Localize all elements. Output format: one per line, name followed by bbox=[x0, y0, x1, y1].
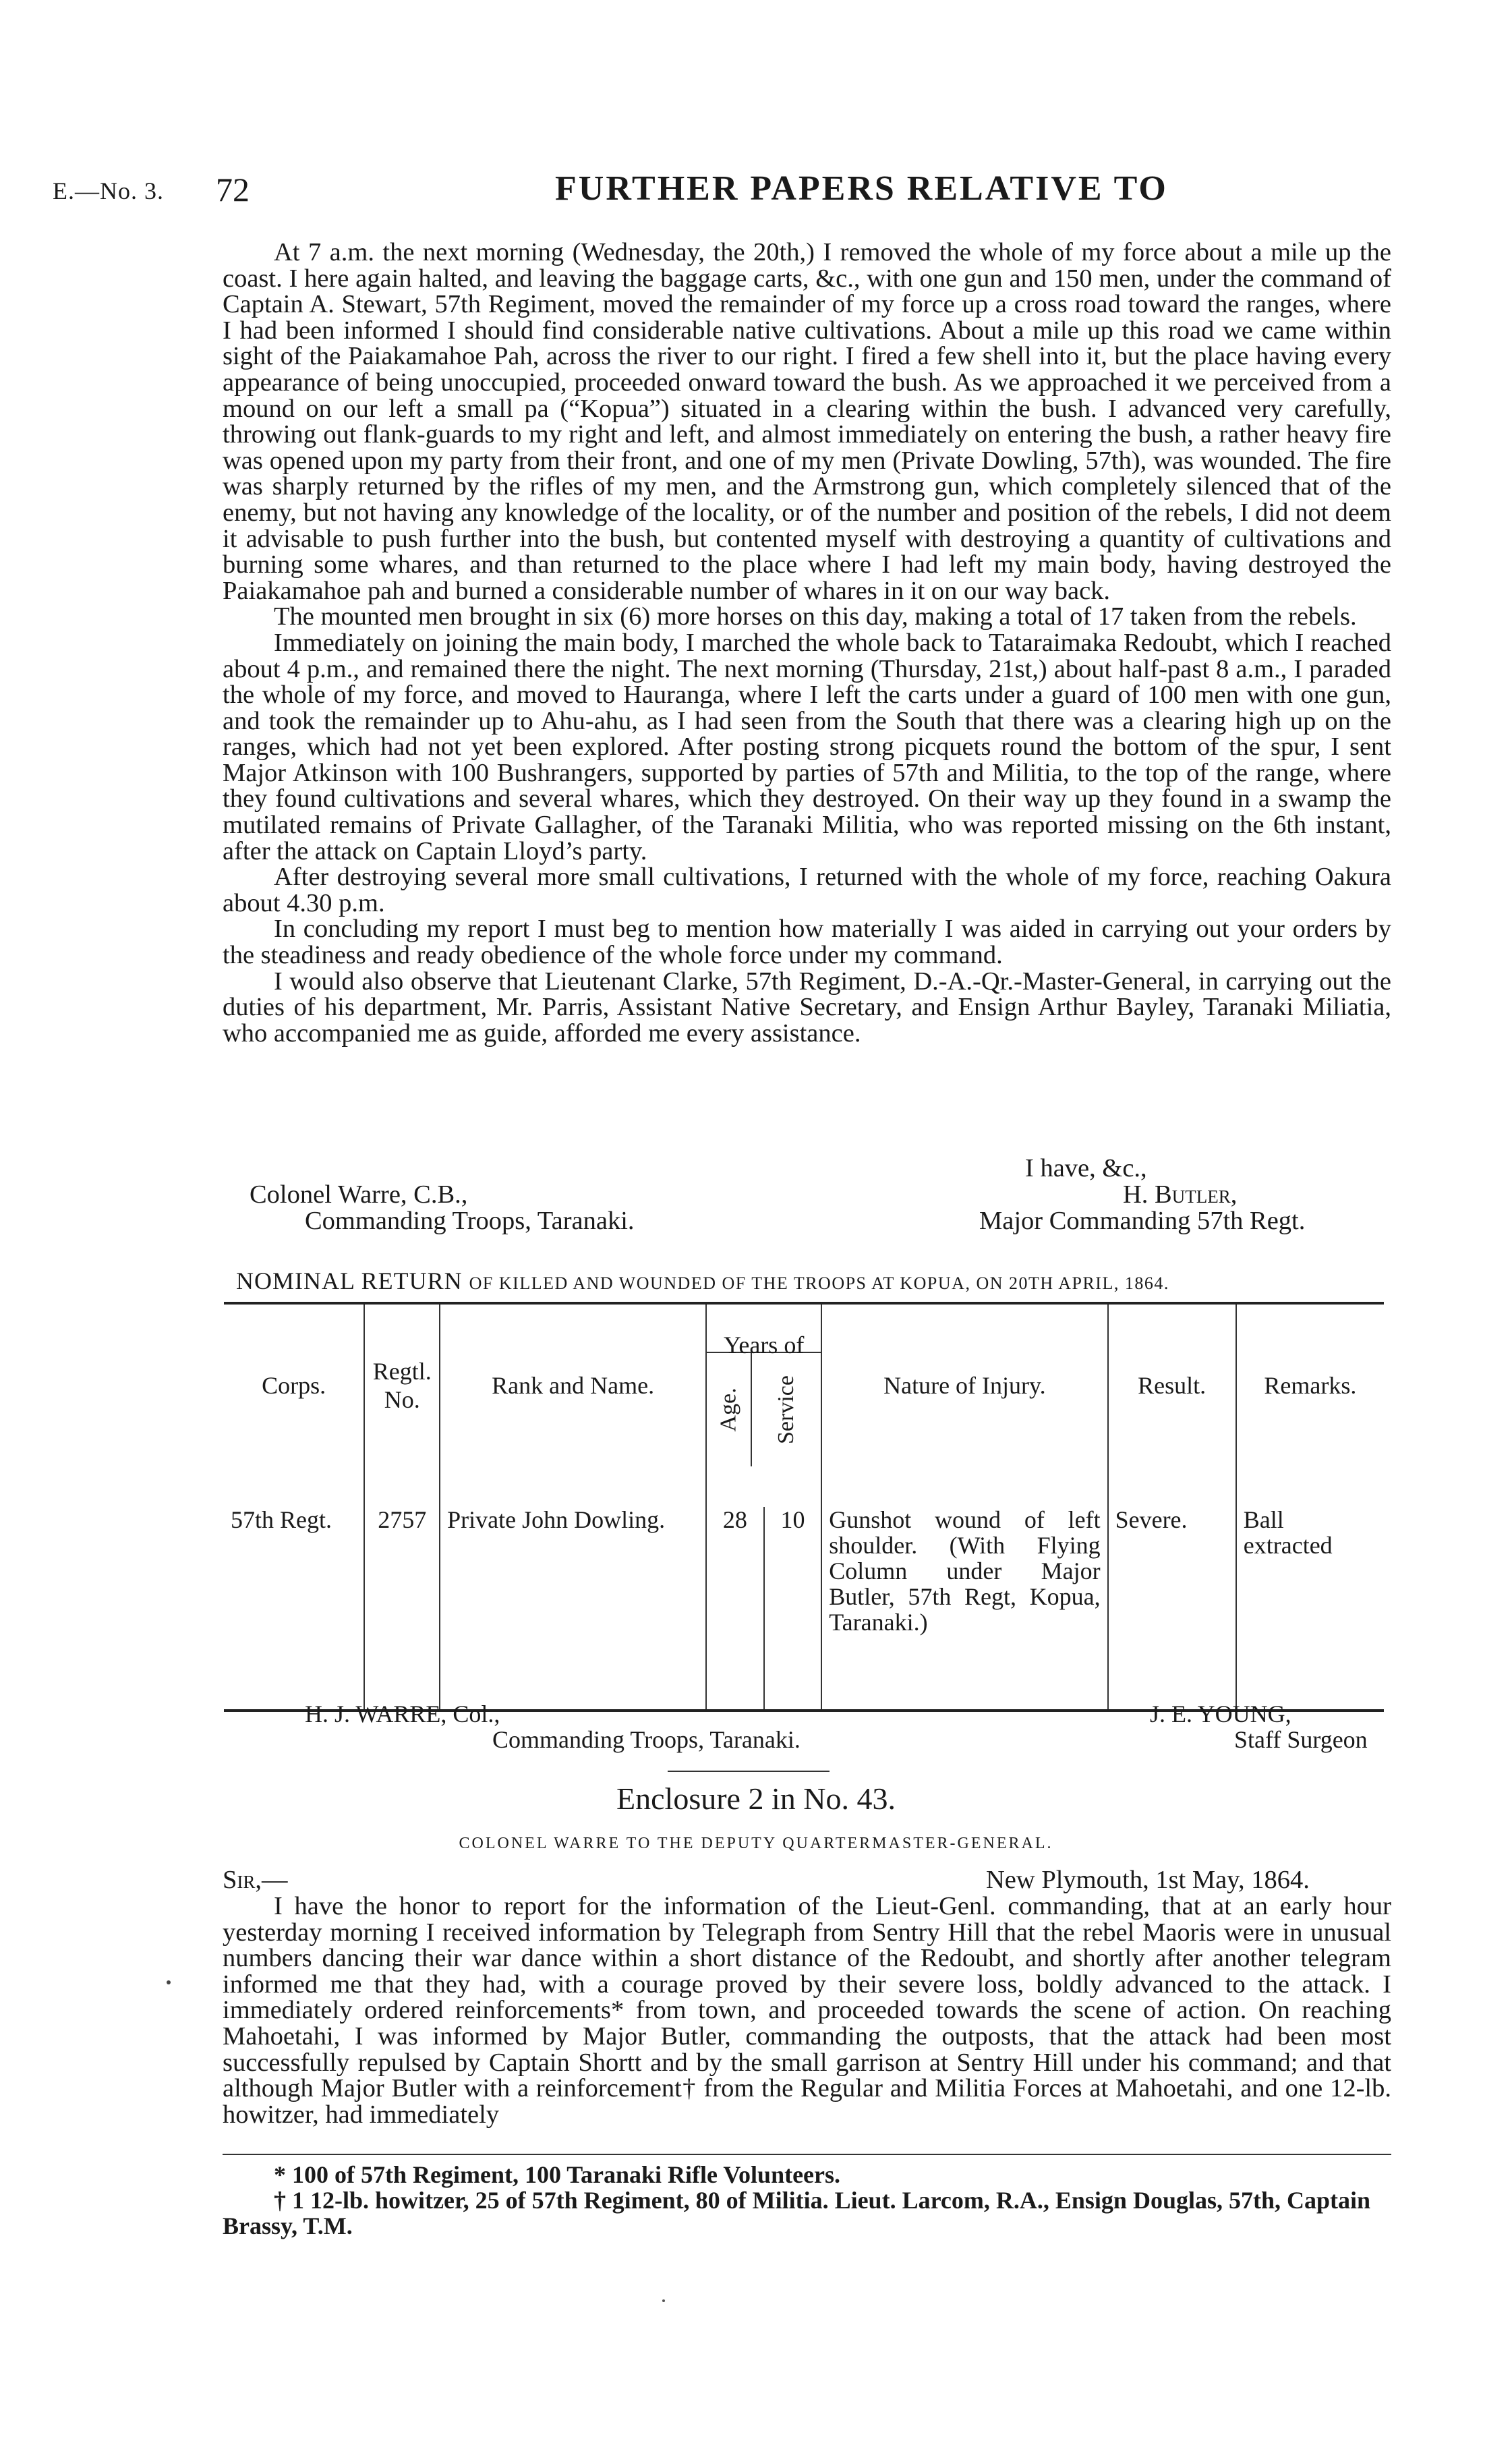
footnote: * 100 of 57th Regiment, 100 Taranaki Rifle Volunteers. bbox=[274, 2161, 841, 2188]
footnote: † 1 12-lb. howitzer, 25 of 57th Regiment, 80 of Militia. Lieut. Larcom, R.A., Ensign Douglas, 57th, Captain Brassy, T.M. bbox=[223, 2187, 1371, 2239]
paragraph: At 7 a.m. the next morning (Wednesday, the 20th,) I removed the whole of my force about a mile up the coast. I here again halted, and leaving the baggage carts, &c., with one gun and 150 men, under the command of Captain A. Stewart, 57th Regiment, moved the remainder of my force up a cross road toward the ranges, where I had been informed I should find considerable native cultivations. About a mile up this road we came within sight of the Paiakamahoe Pah, across the river to our right. I fired a few shell into it, but the place having every appearance of being unoccupied, proceeded onward toward the bush. As we approached it we perceived from a mound on our left a small pa (“Kopua”) situated in a clearing within the bush. I advanced very carefully, throwing out flank-guards to my right and left, and almost immediately on entering the bush, a rather heavy fire was opened upon my party from their front, and one of my men (Private Dowling, 57th), was wounded. The fire was sharply returned by the rifles of my men, and the Armstrong gun, which completely silenced that of the enemy, but not having any knowledge of the locality, or of the number and position of the rebels, I did not deem it advisable to push further into the bush, but contented myself with destroying a quantity of cultivations and burning some whares, and than returned to the place where I had left my main body, having destroyed the Paiakamahoe pah and burned a considerable number of whares in it on our way back. bbox=[223, 238, 1391, 605]
cell-service: 10 bbox=[780, 1506, 805, 1533]
section-divider bbox=[668, 1771, 830, 1772]
warre-signature: H. J. WARRE, Col., bbox=[305, 1700, 500, 1727]
cell-corps: 57th Regt. bbox=[224, 1466, 364, 1711]
paragraph: In concluding my report I must beg to mention how materially I was aided in carrying out your orders by the steadiness and ready obedience of the whole force under my command. bbox=[223, 915, 1391, 970]
page-number: 72 bbox=[216, 171, 250, 208]
letter-body bbox=[223, 239, 1391, 1046]
years-of-label: Years of bbox=[707, 1305, 821, 1353]
signer-name: H. Butler, bbox=[1123, 1180, 1238, 1209]
paragraph: I have the honor to report for the information of the Lieut-Genl. commanding, that at an early hour yesterday morning I received information by Telegraph from Sentry Hill that the rebel Maoris were in unusual numbers dancing their war dance within a short distance of the Redoubt, and shortly after another telegram informed me that they had, with a courage proved by their severe loss, boldly advanced to the attack. I immediately ordered reinforcements* from town, and proceeded towards the scene of action. On reaching Mahoetahi, I was informed by Major Butler, commanding the outposts, that the attack had been most successfully repulsed by Captain Shortt and by the small garrison at Sentry Hill under his command; and that although Major Butler with a reinforcement† from the Regular and Militia Forces at Mahoetahi, and one 12-lb. howitzer, had immediately bbox=[223, 1892, 1391, 2129]
enclosure-heading: Enclosure 2 in No. 43. bbox=[616, 1781, 896, 1816]
paper-reference: E.—No. 3. bbox=[53, 177, 164, 204]
addressee-name: Colonel Warre, C.B., bbox=[250, 1180, 468, 1209]
col-rank-name: Rank and Name. bbox=[440, 1303, 706, 1466]
enclosure-body bbox=[223, 1893, 1391, 2127]
col-result: Result. bbox=[1108, 1303, 1236, 1466]
nominal-return-table bbox=[224, 1302, 1384, 1712]
cell-rank-name: Private John Dowling. bbox=[440, 1466, 706, 1711]
warre-title: Commanding Troops, Taranaki. bbox=[492, 1726, 801, 1753]
col-years-of bbox=[706, 1303, 821, 1466]
cell-years bbox=[706, 1466, 821, 1711]
paragraph: The mounted men brought in six (6) more horses on this day, making a total of 17 taken from the rebels. bbox=[274, 602, 1357, 631]
footnote-rule bbox=[223, 2154, 1391, 2155]
page-header bbox=[53, 167, 1401, 214]
table-title-rest: OF KILLED AND WOUNDED OF THE TROOPS AT KOPUA, ON 20TH APRIL, 1864. bbox=[469, 1273, 1169, 1293]
table-title bbox=[236, 1267, 1383, 1295]
cell-age: 28 bbox=[707, 1507, 765, 1709]
page-speck bbox=[662, 2299, 665, 2302]
closing: I have, &c., bbox=[1025, 1154, 1147, 1182]
running-title: FURTHER PAPERS RELATIVE TO bbox=[555, 169, 1168, 208]
col-remarks: Remarks. bbox=[1236, 1303, 1384, 1466]
salutation: Sir,— bbox=[223, 1866, 288, 1894]
cell-result: Severe. bbox=[1108, 1466, 1236, 1711]
col-regtl-no: Regtl. No. bbox=[364, 1303, 440, 1466]
young-title: Staff Surgeon bbox=[1234, 1726, 1368, 1753]
footnotes bbox=[223, 2162, 1391, 2239]
margin-mark bbox=[167, 1980, 171, 1984]
col-service: Service bbox=[774, 1375, 799, 1444]
col-corps: Corps. bbox=[224, 1303, 364, 1466]
young-signature: J. E. YOUNG, bbox=[1150, 1700, 1291, 1727]
col-age: Age. bbox=[716, 1387, 741, 1432]
paragraph: I would also observe that Lieutenant Clarke, 57th Regiment, D.-A.-Qr.-Master-General, in carrying out the duties of his department, Mr. Parris, Assistant Native Secretary, and Ensign Arthur Bayley, Taranaki Miliatia, who accompanied me as guide, afforded me every assistance. bbox=[223, 967, 1391, 1048]
table-title-main: NOMINAL RETURN bbox=[236, 1267, 463, 1294]
addressee-title: Commanding Troops, Taranaki. bbox=[305, 1207, 635, 1235]
cell-regtl-no: 2757 bbox=[364, 1466, 440, 1711]
cell-injury: Gunshot wound of left shoulder. (With Flying Column under Major Butler, 57th Regt, Kopua, Taranaki.) bbox=[821, 1466, 1107, 1711]
paragraph: After destroying several more small cultivations, I returned with the whole of my force, reaching Oakura about 4.30 p.m. bbox=[223, 863, 1391, 917]
signer-title: Major Commanding 57th Regt. bbox=[979, 1207, 1306, 1235]
col-injury: Nature of Injury. bbox=[821, 1303, 1107, 1466]
table-row bbox=[224, 1466, 1384, 1711]
cell-remarks: Ball extracted bbox=[1236, 1466, 1384, 1711]
enclosure-subheading: COLONEL WARRE TO THE DEPUTY QUARTERMASTER-GENERAL. bbox=[459, 1835, 1053, 1852]
paragraph: Immediately on joining the main body, I marched the whole back to Tataraimaka Redoubt, which I reached about 4 p.m., and remained there the night. The next morning (Thursday, 21st,) about half-past 8 a.m., I paraded the whole of my force, and moved to Hauranga, where I left the carts under a guard of 100 men with one gun, and took the remainder up to Ahu-ahu, as I had seen from the South that there was a clearing high up on the ranges, which had not yet been explored. After posting strong picquets round the bottom of the spur, I sent Major Atkinson with 100 Bushrangers, supported by parties of 57th and Militia, to the top of the range, where they found cultivations and several whares, which they destroyed. On their way up they found in a swamp the mutilated remains of Private Gallagher, of the Taranaki Militia, who was reported missing on the 6th instant, after the attack on Captain Lloyd’s party. bbox=[223, 628, 1391, 865]
table-header-row bbox=[224, 1303, 1384, 1466]
place-date: New Plymouth, 1st May, 1864. bbox=[986, 1866, 1310, 1894]
